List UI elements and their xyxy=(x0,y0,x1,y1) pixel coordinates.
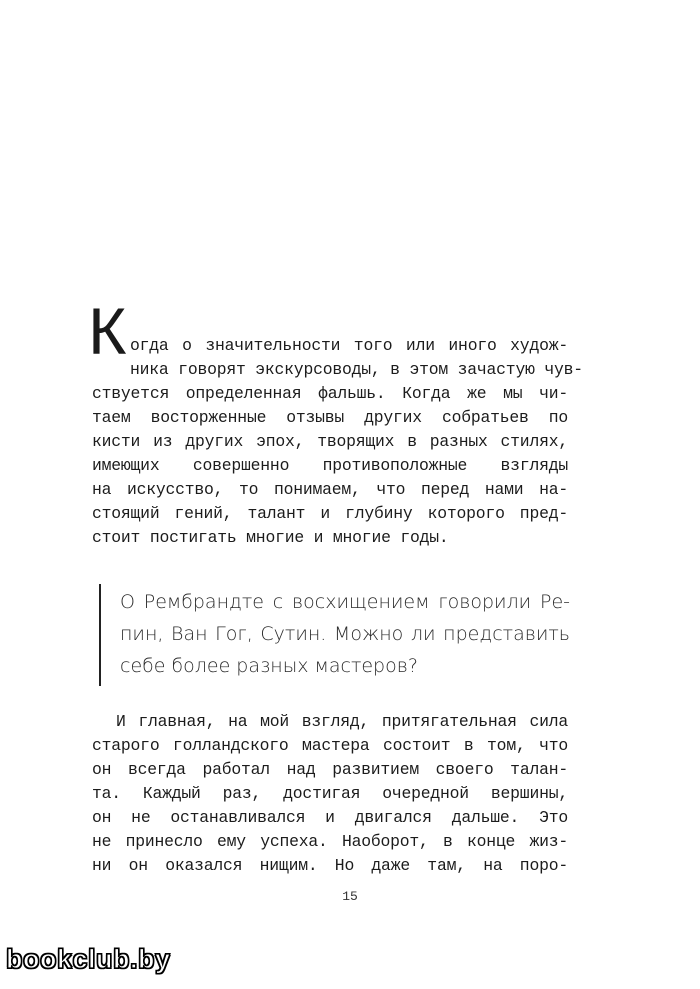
page-number: 15 xyxy=(342,889,358,904)
paragraph-2-line: старого голландского мастера состоит в том, что xyxy=(92,736,568,755)
paragraph-2-line: не принесло ему успеха. Наоборот, в конце жиз- xyxy=(92,832,568,851)
quote-line: О Рембрандте с восхищением говорили Ре- xyxy=(120,591,570,613)
paragraph-2-line: ни он оказался нищим. Но даже там, на поро- xyxy=(92,856,568,875)
paragraph-1-line: огда о значительности того или иного худож- xyxy=(130,336,568,355)
paragraph-1-line: на искусство, то понимаем, что перед нами на- xyxy=(92,480,568,499)
paragraph-1-line: стоящий гений, талант и глубину которого пред- xyxy=(92,504,568,523)
paragraph-2-line: он всегда работал над развитием своего талан- xyxy=(92,760,568,779)
paragraph-2-line: он не останавливался и двигался дальше. Это xyxy=(92,808,568,827)
quote-line: себе более разных мастеров? xyxy=(120,655,418,677)
quote-line: пин, Ван Гог, Сутин. Можно ли представить xyxy=(120,623,570,645)
paragraph-1-line: кисти из других эпох, творящих в разных стилях, xyxy=(92,432,568,451)
paragraph-2-line: та. Каждый раз, достигая очередной вершины, xyxy=(92,784,568,803)
paragraph-2-line: И главная, на мой взгляд, притягательная сила xyxy=(116,712,568,731)
paragraph-1-line: имеющих совершенно противоположные взгляды xyxy=(92,456,568,475)
paragraph-1-line: стоит постигать многие и многие годы. xyxy=(92,528,449,547)
drop-cap-letter: К xyxy=(88,294,126,368)
paragraph-1-line: таем восторженные отзывы других собратьев по xyxy=(92,408,568,427)
paragraph-1-line: ника говорят экскурсоводы, в этом зачастую чув- xyxy=(130,360,583,379)
watermark-logo: bookclub.by xyxy=(6,944,171,974)
quote-bar xyxy=(99,584,101,686)
paragraph-1-line: ствуется определенная фальшь. Когда же мы чи- xyxy=(92,384,568,403)
